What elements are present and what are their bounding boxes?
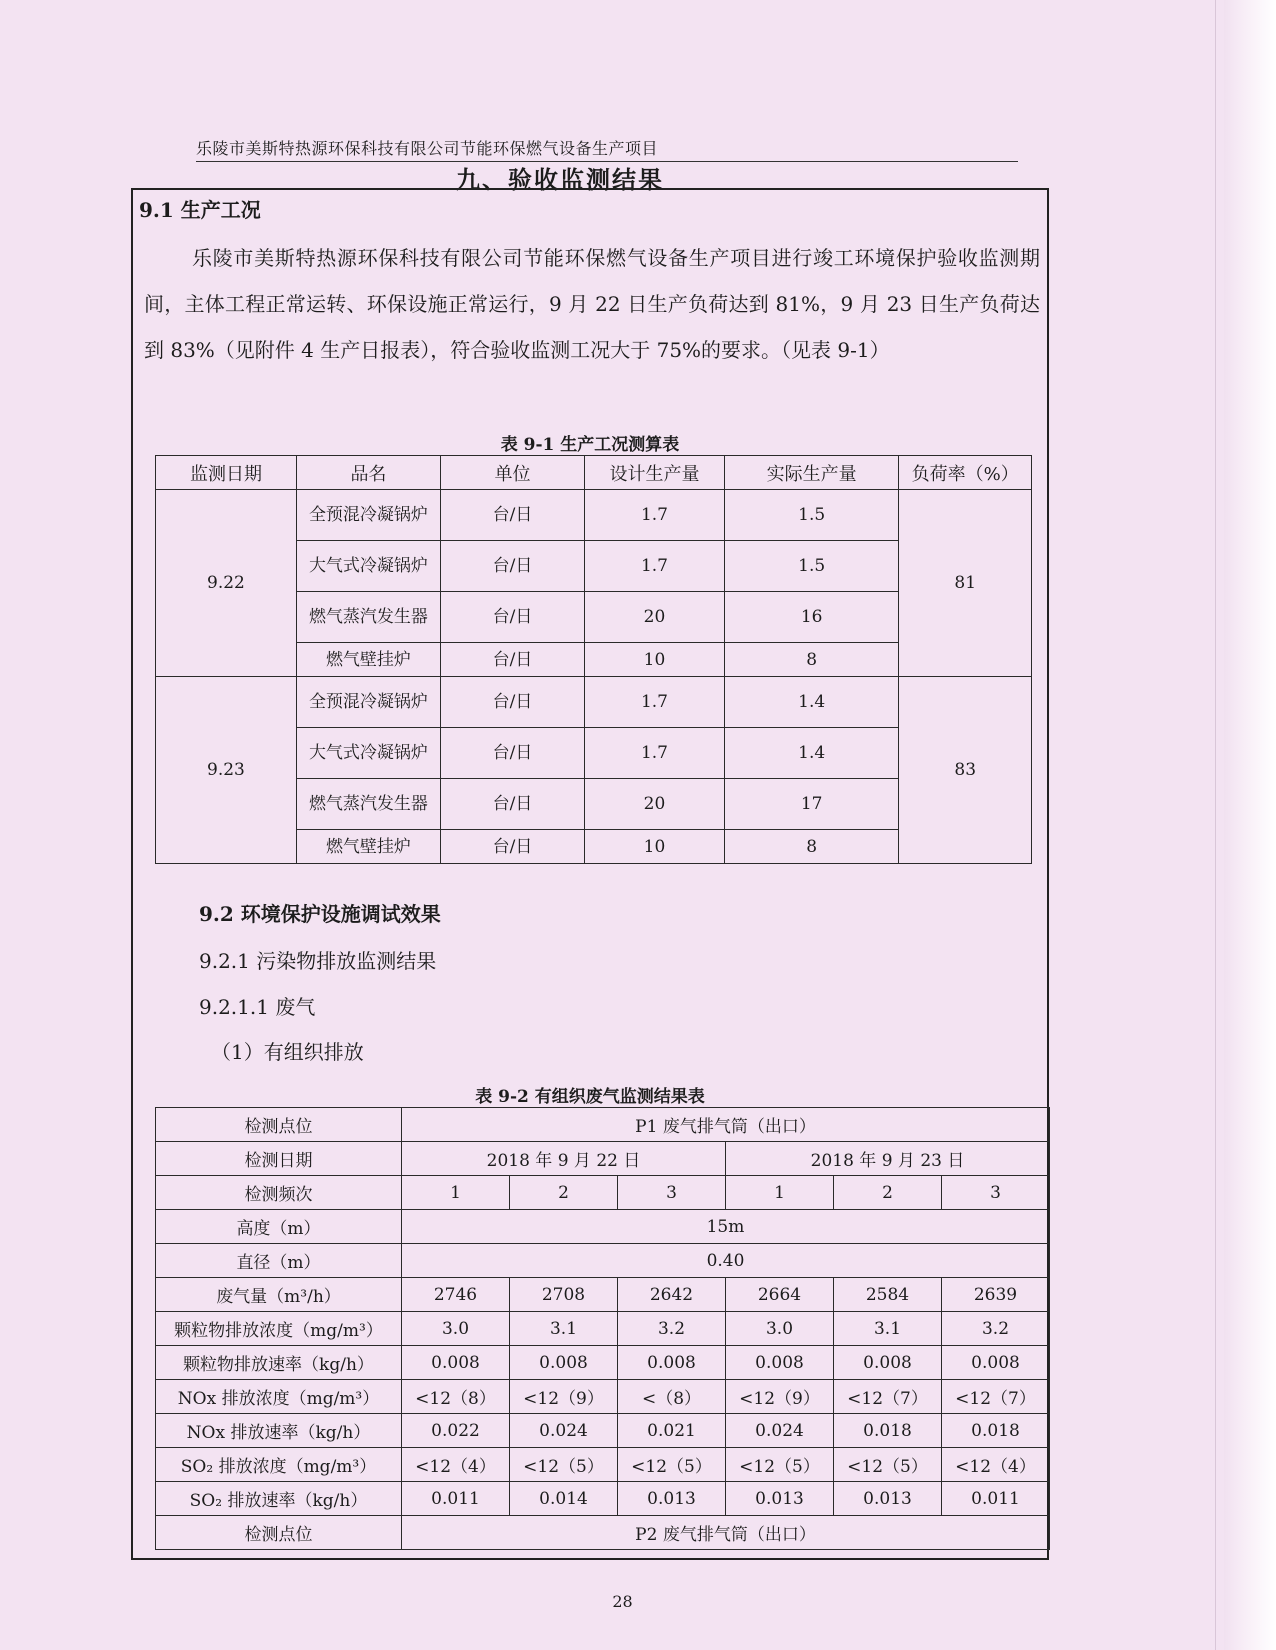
stack-height: 15m: [402, 1210, 1050, 1244]
product-name: 全预混冷凝锅炉: [296, 490, 440, 541]
table-row: [156, 1176, 1050, 1210]
value-cell: 0.011: [942, 1482, 1050, 1516]
value-cell: 0.013: [726, 1482, 834, 1516]
value-cell: 0.024: [510, 1414, 618, 1448]
value-cell: 2664: [726, 1278, 834, 1312]
row-label: 颗粒物排放速率（kg/h）: [156, 1346, 402, 1380]
value-cell: 0.008: [510, 1346, 618, 1380]
row-label: 检测点位: [156, 1108, 402, 1142]
table-row: [156, 1108, 1050, 1142]
freq-cell: 1: [726, 1176, 834, 1210]
table-9-1: [155, 455, 1032, 864]
table-row: [156, 490, 1032, 541]
table-9-2: [155, 1107, 1050, 1550]
row-label: 颗粒物排放浓度（mg/m³）: [156, 1312, 402, 1346]
product-name: 大气式冷凝锅炉: [296, 728, 440, 779]
design-output: 10: [585, 830, 725, 864]
unit-cell: 台/日: [440, 830, 584, 864]
unit-cell: 台/日: [440, 728, 584, 779]
row-label: SO₂ 排放速率（kg/h）: [156, 1482, 402, 1516]
unit-cell: 台/日: [440, 643, 584, 677]
table-row: [156, 1380, 1050, 1414]
subsection-9-2-1: 9.2.1 污染物排放监测结果: [199, 949, 437, 973]
date-cell: 9.23: [156, 677, 297, 864]
subsection-organized-emission: （1）有组织排放: [211, 1040, 364, 1064]
chapter-title: 九、验收监测结果: [456, 165, 664, 194]
value-cell: 0.013: [834, 1482, 942, 1516]
value-cell: 2708: [510, 1278, 618, 1312]
value-cell: 0.022: [402, 1414, 510, 1448]
value-cell: 3.0: [402, 1312, 510, 1346]
product-name: 大气式冷凝锅炉: [296, 541, 440, 592]
subsection-9-2-1-1: 9.2.1.1 废气: [199, 995, 316, 1019]
value-cell: 3.0: [726, 1312, 834, 1346]
row-label: NOx 排放速率（kg/h）: [156, 1414, 402, 1448]
table-9-2-caption: 表 9-2 有组织废气监测结果表: [475, 1087, 705, 1107]
actual-output: 17: [724, 779, 899, 830]
section-heading-9-2: 9.2 环境保护设施调试效果: [199, 902, 441, 926]
value-cell: <12（5）: [834, 1448, 942, 1482]
value-cell: 0.011: [402, 1482, 510, 1516]
table-row: [156, 1414, 1050, 1448]
row-label: 检测点位: [156, 1516, 402, 1550]
table-row: [156, 677, 1032, 728]
value-cell: <12（7）: [834, 1380, 942, 1414]
design-output: 10: [585, 643, 725, 677]
freq-cell: 3: [942, 1176, 1050, 1210]
freq-cell: 2: [834, 1176, 942, 1210]
value-cell: 2642: [618, 1278, 726, 1312]
unit-cell: 台/日: [440, 592, 584, 643]
date-cell: 9.22: [156, 490, 297, 677]
value-cell: 0.024: [726, 1414, 834, 1448]
value-cell: <12（5）: [726, 1448, 834, 1482]
value-cell: <12（4）: [942, 1448, 1050, 1482]
value-cell: 2639: [942, 1278, 1050, 1312]
page-number: 28: [612, 1592, 633, 1611]
value-cell: <12（4）: [402, 1448, 510, 1482]
value-cell: 0.008: [726, 1346, 834, 1380]
monitoring-point: P2 废气排气筒（出口）: [402, 1516, 1050, 1550]
value-cell: 0.018: [834, 1414, 942, 1448]
running-header: 乐陵市美斯特热源环保科技有限公司节能环保燃气设备生产项目: [196, 136, 1018, 162]
product-name: 燃气壁挂炉: [296, 643, 440, 677]
value-cell: 0.008: [618, 1346, 726, 1380]
product-name: 燃气壁挂炉: [296, 830, 440, 864]
actual-output: 16: [724, 592, 899, 643]
value-cell: <12（5）: [510, 1448, 618, 1482]
monitoring-date: 2018 年 9 月 23 日: [726, 1142, 1050, 1176]
row-label: 检测频次: [156, 1176, 402, 1210]
actual-output: 1.5: [724, 490, 899, 541]
col-header: 负荷率（%）: [899, 456, 1032, 490]
row-label: NOx 排放浓度（mg/m³）: [156, 1380, 402, 1414]
value-cell: <12（9）: [510, 1380, 618, 1414]
value-cell: 3.1: [510, 1312, 618, 1346]
design-output: 1.7: [585, 490, 725, 541]
product-name: 全预混冷凝锅炉: [296, 677, 440, 728]
design-output: 1.7: [585, 677, 725, 728]
actual-output: 1.4: [724, 728, 899, 779]
paragraph-production-condition: 乐陵市美斯特热源环保科技有限公司节能环保燃气设备生产项目进行竣工环境保护验收监测期间，主体工程正常运转、环保设施正常运行，9 月 22 日生产负荷达到 81%，9 月 23 日生产负荷达到 83%（见附件 4 生产日报表），符合验收监测工况大于 75%的要求。（见表 9-1）: [144, 246, 1040, 362]
value-cell: 0.018: [942, 1414, 1050, 1448]
value-cell: 0.021: [618, 1414, 726, 1448]
value-cell: 0.014: [510, 1482, 618, 1516]
value-cell: 0.013: [618, 1482, 726, 1516]
value-cell: <12（8）: [402, 1380, 510, 1414]
col-header: 设计生产量: [585, 456, 725, 490]
load-rate: 81: [899, 490, 1032, 677]
unit-cell: 台/日: [440, 779, 584, 830]
actual-output: 1.4: [724, 677, 899, 728]
product-name: 燃气蒸汽发生器: [296, 592, 440, 643]
row-label: 检测日期: [156, 1142, 402, 1176]
value-cell: 0.008: [834, 1346, 942, 1380]
col-header: 品名: [296, 456, 440, 490]
actual-output: 1.5: [724, 541, 899, 592]
col-header: 单位: [440, 456, 584, 490]
col-header: 监测日期: [156, 456, 297, 490]
design-output: 20: [585, 592, 725, 643]
actual-output: 8: [724, 830, 899, 864]
monitoring-date: 2018 年 9 月 22 日: [402, 1142, 726, 1176]
table-row: [156, 1244, 1050, 1278]
table-row: [156, 1448, 1050, 1482]
value-cell: <12（9）: [726, 1380, 834, 1414]
table-row: [156, 1312, 1050, 1346]
table-row: [156, 1142, 1050, 1176]
freq-cell: 1: [402, 1176, 510, 1210]
row-label: 直径（m）: [156, 1244, 402, 1278]
value-cell: 2746: [402, 1278, 510, 1312]
design-output: 1.7: [585, 541, 725, 592]
row-label: 高度（m）: [156, 1210, 402, 1244]
unit-cell: 台/日: [440, 541, 584, 592]
value-cell: 3.1: [834, 1312, 942, 1346]
monitoring-point: P1 废气排气筒（出口）: [402, 1108, 1050, 1142]
scan-edge: [1224, 0, 1276, 1650]
unit-cell: 台/日: [440, 677, 584, 728]
table-9-1-caption: 表 9-1 生产工况测算表: [500, 435, 680, 455]
freq-cell: 3: [618, 1176, 726, 1210]
scan-edge-line: [1215, 0, 1216, 1650]
value-cell: <12（5）: [618, 1448, 726, 1482]
actual-output: 8: [724, 643, 899, 677]
design-output: 20: [585, 779, 725, 830]
value-cell: <（8）: [618, 1380, 726, 1414]
table-row: [156, 1482, 1050, 1516]
value-cell: <12（7）: [942, 1380, 1050, 1414]
table-row: [156, 1278, 1050, 1312]
section-heading-9-1: 9.1 生产工况: [139, 198, 261, 222]
table-row: [156, 1210, 1050, 1244]
value-cell: 3.2: [942, 1312, 1050, 1346]
product-name: 燃气蒸汽发生器: [296, 779, 440, 830]
col-header: 实际生产量: [724, 456, 899, 490]
stack-diameter: 0.40: [402, 1244, 1050, 1278]
table-row: [156, 1346, 1050, 1380]
value-cell: 2584: [834, 1278, 942, 1312]
value-cell: 3.2: [618, 1312, 726, 1346]
load-rate: 83: [899, 677, 1032, 864]
row-label: 废气量（m³/h）: [156, 1278, 402, 1312]
table-row: [156, 1516, 1050, 1550]
value-cell: 0.008: [402, 1346, 510, 1380]
unit-cell: 台/日: [440, 490, 584, 541]
value-cell: 0.008: [942, 1346, 1050, 1380]
design-output: 1.7: [585, 728, 725, 779]
table-header-row: [156, 456, 1032, 490]
freq-cell: 2: [510, 1176, 618, 1210]
row-label: SO₂ 排放浓度（mg/m³）: [156, 1448, 402, 1482]
